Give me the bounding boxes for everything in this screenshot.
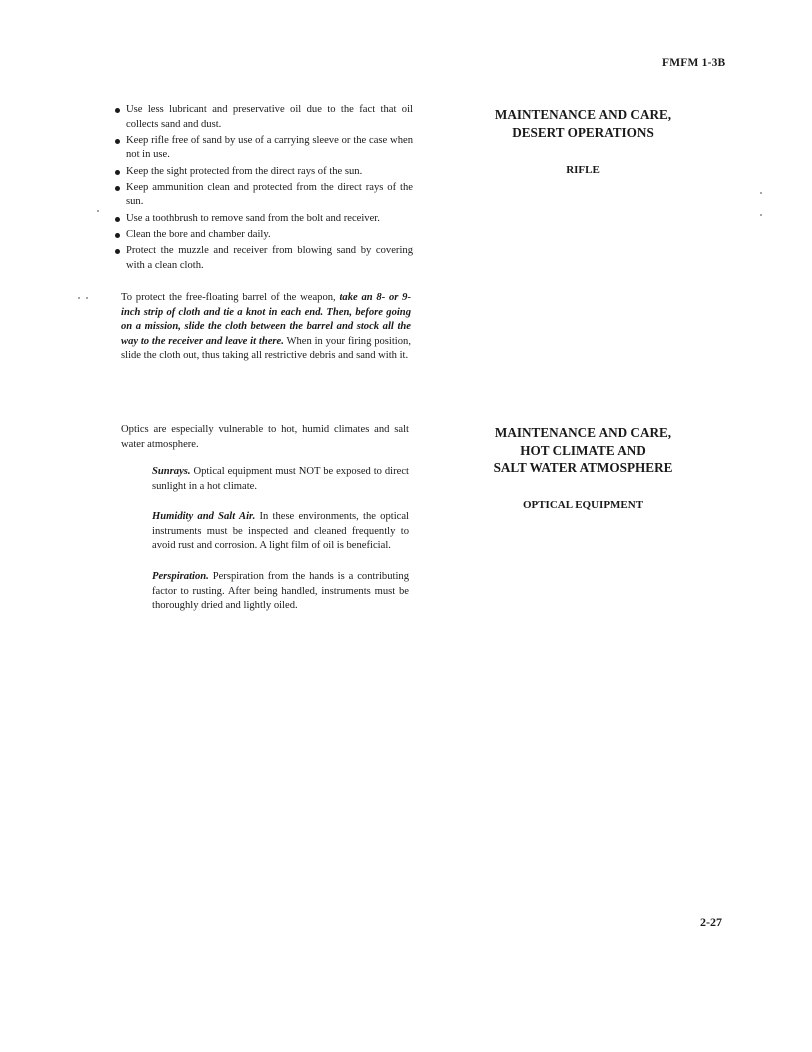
scan-speck [97, 210, 99, 212]
scan-speck [78, 297, 80, 299]
bullet-icon [115, 233, 120, 238]
section-subheading: RIFLE [566, 164, 600, 176]
bullet-icon [115, 186, 120, 191]
bullet-icon [115, 108, 120, 113]
document-id: FMFM 1-3B [662, 57, 726, 69]
list-item: Clean the bore and chamber daily. [113, 228, 413, 243]
list-item: Keep rifle free of sand by use of a carrying sleeve or the case when not in use. [113, 134, 413, 163]
section-heading: DESERT OPERATIONS [512, 124, 654, 140]
list-item: Protect the muzzle and receiver from blowing sand by covering with a clean cloth. [113, 244, 413, 273]
bullet-icon [115, 139, 120, 144]
list-item: Keep the sight protected from the direct rays of the sun. [113, 165, 413, 180]
section-heading: SALT WATER ATMOSPHERE [493, 460, 673, 475]
barrel-paragraph: To protect the free-floating barrel of the weapon, take an 8- or 9-inch strip of cloth and tie a knot in each end. Then, before going on a mission, slide the cloth between the barrel and stock all the way to the receiver and leave it there. When in your firing position, slide the cloth out, thus taking all restrictive debris and sand with it. [121, 292, 411, 362]
bullet-icon [115, 217, 120, 222]
bullet-icon [115, 170, 120, 175]
optics-item-perspiration: Perspiration. Perspiration from the hands is a contributing factor to rusting. After being handled, instruments must be thoroughly dried and lightly oiled. [152, 570, 409, 612]
scan-speck [760, 214, 762, 216]
section-heading: MAINTENANCE AND CARE, [494, 107, 672, 122]
list-item: Use less lubricant and preservative oil due to the fact that oil collects sand and dust. [113, 103, 413, 132]
page-number: 2-27 [700, 915, 722, 929]
optics-items [121, 465, 409, 614]
desert-heading-block [478, 106, 688, 141]
section-subheading: OPTICAL EQUIPMENT [522, 499, 644, 511]
list-item: Use a toothbrush to remove sand from the bolt and receiver. [113, 212, 413, 227]
section-heading: HOT CLIMATE AND [520, 442, 646, 458]
desert-bullet-list-container [113, 103, 413, 275]
hot-climate-subheading-block [478, 499, 688, 511]
list-item: Keep ammunition clean and protected from the direct rays of the sun. [113, 181, 413, 210]
desert-subheading-block [478, 164, 688, 176]
optics-item-sunrays: Sunrays. Optical equipment must NOT be exposed to direct sunlight in a hot climate. [152, 466, 409, 492]
optics-intro: Optics are especially vulnerable to hot, humid climates and salt water atmosphere. [121, 424, 409, 450]
section-heading: MAINTENANCE AND CARE, [494, 425, 672, 440]
desert-bullet-list [113, 103, 413, 273]
bullet-icon [115, 249, 120, 254]
hot-climate-heading-block [478, 424, 688, 477]
optics-item-humidity: Humidity and Salt Air. In these environments, the optical instruments must be inspected and cleaned frequently to avoid rust and corrosion. A light film of oil is beneficial. [152, 511, 410, 552]
scan-speck [86, 297, 88, 299]
scan-speck [760, 192, 762, 194]
